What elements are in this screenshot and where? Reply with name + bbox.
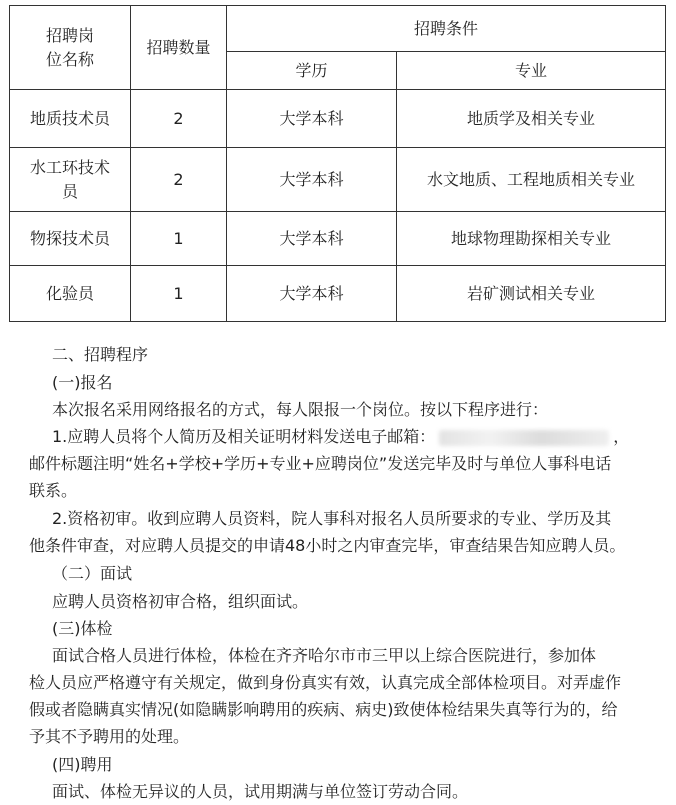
section-title: 二、招聘程序 xyxy=(52,345,149,364)
table-header-row xyxy=(10,6,666,52)
table-row xyxy=(10,212,666,266)
subsection-title: （二）面试 xyxy=(52,564,133,583)
paragraph-line xyxy=(52,425,629,449)
header-major: 专业 xyxy=(397,52,666,90)
cell-count: 1 xyxy=(131,266,227,322)
cell-position: 化验员 xyxy=(10,266,131,322)
recruitment-table xyxy=(9,5,666,322)
header-count: 招聘数量 xyxy=(131,6,227,90)
table-row xyxy=(10,266,666,322)
paragraph-text: ， xyxy=(613,427,630,446)
cell-position: 物探技术员 xyxy=(10,212,131,266)
subsection-title: (四)聘用 xyxy=(52,755,113,774)
header-position-line1: 招聘岗 xyxy=(45,25,94,45)
paragraph-line: 他条件审查，对应聘人员提交的申请48小时之内审查完毕，审查结果告知应聘人员。 xyxy=(29,536,626,555)
header-position-line2: 位名称 xyxy=(45,49,94,69)
cell-position-line2: 员 xyxy=(61,181,78,201)
paragraph: 本次报名采用网络报名的方式，每人限报一个岗位。按以下程序进行： xyxy=(52,400,549,419)
table-row xyxy=(10,148,666,212)
cell-education: 大学本科 xyxy=(227,266,397,322)
cell-major: 岩矿测试相关专业 xyxy=(397,266,666,322)
cell-position: 地质技术员 xyxy=(10,90,131,148)
paragraph: 应聘人员资格初审合格，组织面试。 xyxy=(52,592,309,611)
header-position xyxy=(10,6,131,90)
header-education: 学历 xyxy=(227,52,397,90)
cell-education: 大学本科 xyxy=(227,90,397,148)
paragraph-line: 邮件标题注明“姓名+学校+学历+专业+应聘岗位”发送完毕及时与单位人事科电话 xyxy=(29,454,612,473)
table-row xyxy=(10,90,666,148)
cell-major: 水文地质、工程地质相关专业 xyxy=(397,148,666,212)
cell-education: 大学本科 xyxy=(227,148,397,212)
subsection-title: (一)报名 xyxy=(52,373,113,392)
redacted-email xyxy=(439,430,609,446)
cell-major: 地质学及相关专业 xyxy=(397,90,666,148)
paragraph-line: 假或者隐瞒真实情况(如隐瞒影响聘用的疾病、病史)致使体检结果失真等行为的，给 xyxy=(29,700,618,719)
cell-count: 2 xyxy=(131,148,227,212)
paragraph-line: 2.资格初审。收到应聘人员资料，院人事科对报名人员所要求的专业、学历及其 xyxy=(52,509,612,528)
paragraph-line: 予其不予聘用的处理。 xyxy=(29,727,190,746)
header-conditions: 招聘条件 xyxy=(227,6,666,52)
cell-education: 大学本科 xyxy=(227,212,397,266)
paragraph-text: 1.应聘人员将个人简历及相关证明材料发送电子邮箱： xyxy=(52,427,436,446)
cell-count: 1 xyxy=(131,212,227,266)
paragraph-line: 联系。 xyxy=(29,481,78,500)
subsection-title: (三)体检 xyxy=(52,619,113,638)
paragraph-line: 面试合格人员进行体检，体检在齐齐哈尔市市三甲以上综合医院进行，参加体 xyxy=(52,646,597,665)
paragraph-line: 检人员应严格遵守有关规定，做到身份真实有效，认真完成全部体检项目。对弄虚作 xyxy=(29,673,622,692)
cell-position-line1: 水工环技术 xyxy=(29,157,110,177)
cell-count: 2 xyxy=(131,90,227,148)
cell-major: 地球物理勘探相关专业 xyxy=(397,212,666,266)
cell-position xyxy=(10,148,131,212)
paragraph: 面试、体检无异议的人员，试用期满与单位签订劳动合同。 xyxy=(52,782,469,801)
